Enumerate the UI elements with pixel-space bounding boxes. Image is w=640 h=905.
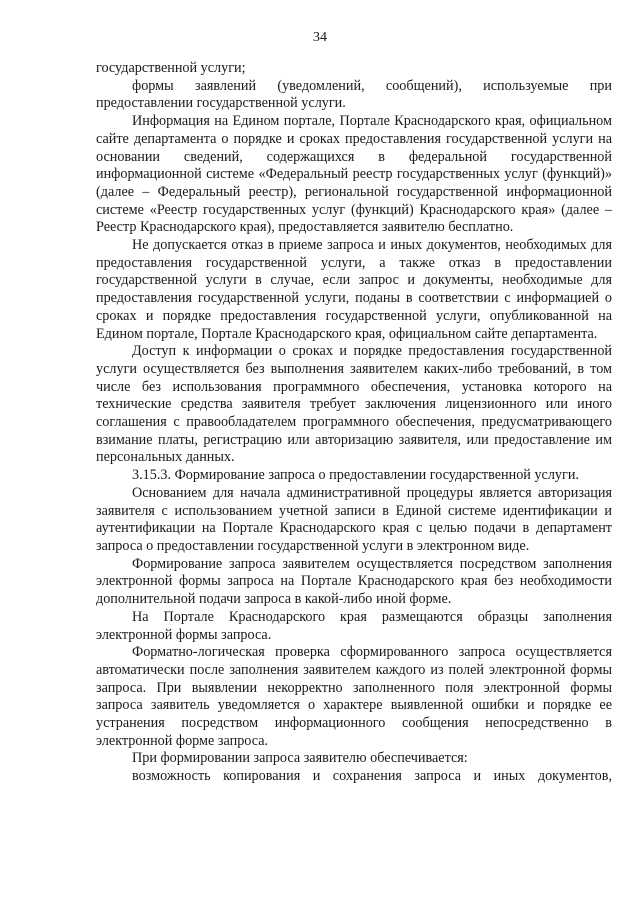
- section-heading: 3.15.3. Формирование запроса о предоставлении государственной услуги.: [132, 467, 579, 484]
- paragraph: Не допускается отказ в приеме запроса и иных документов, необходимых для предоставления государственной услуги, а также отказ в предоставлении государственной услуги в случае, если запрос и документы, необходимые для предоставления государственной услуги, поданы в соответствии с информацией о сроках и порядке предоставления государственной услуги, опубликованной на Едином портале, Портале Краснодарского края, официальном сайте департамента.: [96, 237, 612, 342]
- paragraph: Информация на Едином портале, Портале Краснодарского края, официальном сайте департамента о порядке и сроках предоставления государственной услуги на основании сведений, содержащихся в федеральной государственной информационной системе «Федеральный реестр государственных услуг (функций)» (далее – Федеральный реестр), региональной государственной информационной системе «Реестр государственных услуг (функций) Краснодарского края» (далее – Реестр Краснодарского края), предоставляется заявителю бесплатно.: [96, 113, 612, 236]
- paragraph: государственной услуги;: [96, 60, 246, 76]
- paragraph: Формирование запроса заявителем осуществляется посредством заполнения электронной формы запроса на Портале Краснодарского края без необходимости дополнительной подачи запроса в какой-либо иной форме.: [96, 555, 612, 608]
- paragraph: Форматно-логическая проверка сформированного запроса осуществляется автоматически после заполнения заявителем каждого из полей электронной формы запроса. При выявлении некорректно заполненного поля электронной формы запроса заявитель уведомляется о характере выявленной ошибки и порядке ее устранения посредством информационного сообщения непосредственно в электронной форме запроса.: [96, 644, 612, 749]
- paragraph: На Портале Краснодарского края размещаются образцы заполнения электронной формы запроса.: [96, 608, 612, 643]
- document-body: [96, 60, 612, 786]
- paragraph: Доступ к информации о сроках и порядке предоставления государственной услуги осуществляется без выполнения заявителем каких-либо требований, в том числе без использования программного обеспечения, установка которого на технические средства заявителя требует заключения лицензионного или иного соглашения с правообладателем программного обеспечения, предусматривающего взимание платы, регистрацию или авторизацию заявителя, или предоставление им персональных данных.: [96, 343, 612, 466]
- paragraph: При формировании запроса заявителю обеспечивается:: [132, 750, 468, 767]
- paragraph: Основанием для начала административной процедуры является авторизация заявителя с использованием учетной записи в Единой системе идентификации и аутентификации на Портале Краснодарского края с целью подачи в департамент запроса о предоставлении государственной услуги в электронном виде.: [96, 484, 612, 554]
- paragraph: возможность копирования и сохранения запроса и иных документов,: [132, 768, 612, 785]
- paragraph: формы заявлений (уведомлений, сообщений), используемые при предоставлении государственной услуги.: [96, 77, 612, 112]
- page-number: 34: [313, 30, 327, 45]
